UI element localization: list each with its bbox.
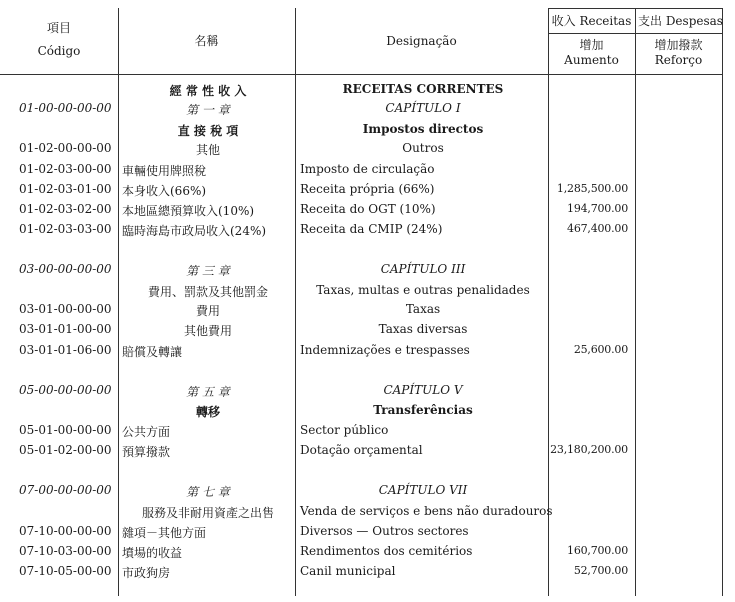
row-designation: Receita da CMIP (24%) xyxy=(300,222,443,236)
row-code: 07-10-05-00-00 xyxy=(19,564,112,578)
header-designation: Designação xyxy=(386,34,457,48)
row-amount: 23,180,200.00 xyxy=(550,443,628,456)
table-row xyxy=(0,80,735,100)
row-code: 01-02-03-03-00 xyxy=(19,222,112,236)
row-designation: Rendimentos dos cemitérios xyxy=(300,544,473,558)
row-designation: Diversos — Outros sectores xyxy=(300,524,469,538)
row-name-zh: 服務及非耐用資產之出售 xyxy=(141,506,274,520)
header-increase-zh: 增加 xyxy=(579,38,604,52)
table-row xyxy=(0,180,735,200)
row-code: 03-01-01-06-00 xyxy=(19,343,112,357)
row-code: 01-02-03-01-00 xyxy=(19,182,112,196)
header-increase-pt: Aumento xyxy=(564,53,619,67)
row-name-zh: 轉移 xyxy=(195,405,220,419)
row-amount: 194,700.00 xyxy=(567,202,628,215)
row-name-zh: 經 常 性 收 入 xyxy=(169,84,247,98)
row-code: 05-00-00-00-00 xyxy=(19,383,112,397)
row-name-zh: 第 五 章 xyxy=(186,385,230,399)
row-designation: Dotação orçamental xyxy=(300,443,423,457)
row-designation: Taxas xyxy=(405,302,441,316)
header-bottom-border xyxy=(0,74,722,75)
row-name-zh: 其他 xyxy=(195,143,220,157)
row-name-zh: 臨時海島市政局收入(24%) xyxy=(122,224,267,238)
row-name-zh: 雜項－其他方面 xyxy=(122,526,207,540)
row-designation: CAPÍTULO VII xyxy=(378,483,468,497)
table-row xyxy=(0,120,735,140)
row-name-zh: 墳場的收益 xyxy=(122,546,183,560)
row-amount: 467,400.00 xyxy=(567,222,628,235)
table-row xyxy=(0,200,735,220)
table-row xyxy=(0,300,735,320)
row-code: 03-00-00-00-00 xyxy=(19,262,112,276)
header-reinforce-zh: 增加撥款 xyxy=(654,38,703,52)
row-designation: Sector público xyxy=(300,423,389,437)
row-designation: Indemnizações e trespasses xyxy=(300,343,470,357)
header-expenses: 支出 Despesas xyxy=(638,14,723,28)
row-name-zh: 費用、罰款及其他罰金 xyxy=(147,285,268,299)
table-row xyxy=(0,441,735,461)
row-designation: Imposto de circulação xyxy=(300,162,435,176)
row-designation: Outros xyxy=(402,141,444,155)
row-name-zh: 本身收入(66%) xyxy=(122,184,207,198)
row-designation: RECEITAS CORRENTES xyxy=(342,82,504,96)
row-code: 05-01-00-00-00 xyxy=(19,423,112,437)
row-code: 01-02-03-00-00 xyxy=(19,162,112,176)
row-name-zh: 第 一 章 xyxy=(186,103,230,117)
row-name-zh: 市政狗房 xyxy=(122,566,171,580)
row-amount: 1,285,500.00 xyxy=(556,182,628,195)
table-row xyxy=(0,481,735,501)
row-name-zh: 公共方面 xyxy=(122,425,171,439)
row-designation: Taxas, multas e outras penalidades xyxy=(316,283,530,297)
table-row xyxy=(0,341,735,361)
row-code: 01-02-00-00-00 xyxy=(19,141,112,155)
table-row xyxy=(0,220,735,240)
row-designation: CAPÍTULO I xyxy=(385,101,461,115)
table-row xyxy=(0,502,735,522)
table-row xyxy=(0,99,735,119)
row-designation: Receita do OGT (10%) xyxy=(300,202,436,216)
table-row xyxy=(0,401,735,421)
table-row xyxy=(0,542,735,562)
header-code: Código xyxy=(37,44,81,58)
header-item: 項目 xyxy=(46,21,71,35)
row-amount: 25,600.00 xyxy=(573,343,628,356)
header-receipts: 收入 Receitas xyxy=(551,14,632,28)
table-row xyxy=(0,381,735,401)
row-name-zh: 本地區總預算收入(10%) xyxy=(122,204,255,218)
row-name-zh: 第 七 章 xyxy=(186,485,230,499)
row-code: 01-02-03-02-00 xyxy=(19,202,112,216)
table-row xyxy=(0,139,735,159)
row-designation: Venda de serviços e bens não duradouros xyxy=(300,504,553,518)
row-name-zh: 直 接 稅 項 xyxy=(177,124,239,138)
table-row xyxy=(0,522,735,542)
row-designation: Impostos directos xyxy=(362,122,484,136)
row-code: 07-10-03-00-00 xyxy=(19,544,112,558)
table-row xyxy=(0,281,735,301)
header-reinforce-pt: Reforço xyxy=(654,53,703,67)
row-code: 05-01-02-00-00 xyxy=(19,443,112,457)
row-name-zh: 車輛使用牌照稅 xyxy=(122,164,207,178)
row-code: 07-10-00-00-00 xyxy=(19,524,112,538)
table-row xyxy=(0,160,735,180)
row-code: 01-00-00-00-00 xyxy=(19,101,112,115)
row-designation: Transferências xyxy=(373,403,473,417)
table-row xyxy=(0,320,735,340)
row-name-zh: 第 三 章 xyxy=(186,264,230,278)
row-designation: CAPÍTULO V xyxy=(383,383,463,397)
header-name-zh: 名稱 xyxy=(194,34,219,48)
row-designation: Receita própria (66%) xyxy=(300,182,435,196)
row-designation: CAPÍTULO III xyxy=(380,262,466,276)
row-code: 07-00-00-00-00 xyxy=(19,483,112,497)
row-amount: 52,700.00 xyxy=(573,564,628,577)
row-code: 03-01-01-00-00 xyxy=(19,322,112,336)
row-name-zh: 賠償及轉讓 xyxy=(122,345,183,359)
row-designation: Canil municipal xyxy=(300,564,396,578)
row-name-zh: 其他費用 xyxy=(183,324,232,338)
row-name-zh: 費用 xyxy=(195,304,220,318)
table-row xyxy=(0,421,735,441)
row-amount: 160,700.00 xyxy=(567,544,628,557)
row-code: 03-01-00-00-00 xyxy=(19,302,112,316)
row-designation: Taxas diversas xyxy=(378,322,468,336)
table-row xyxy=(0,562,735,582)
table-row xyxy=(0,260,735,280)
row-name-zh: 預算撥款 xyxy=(122,445,171,459)
